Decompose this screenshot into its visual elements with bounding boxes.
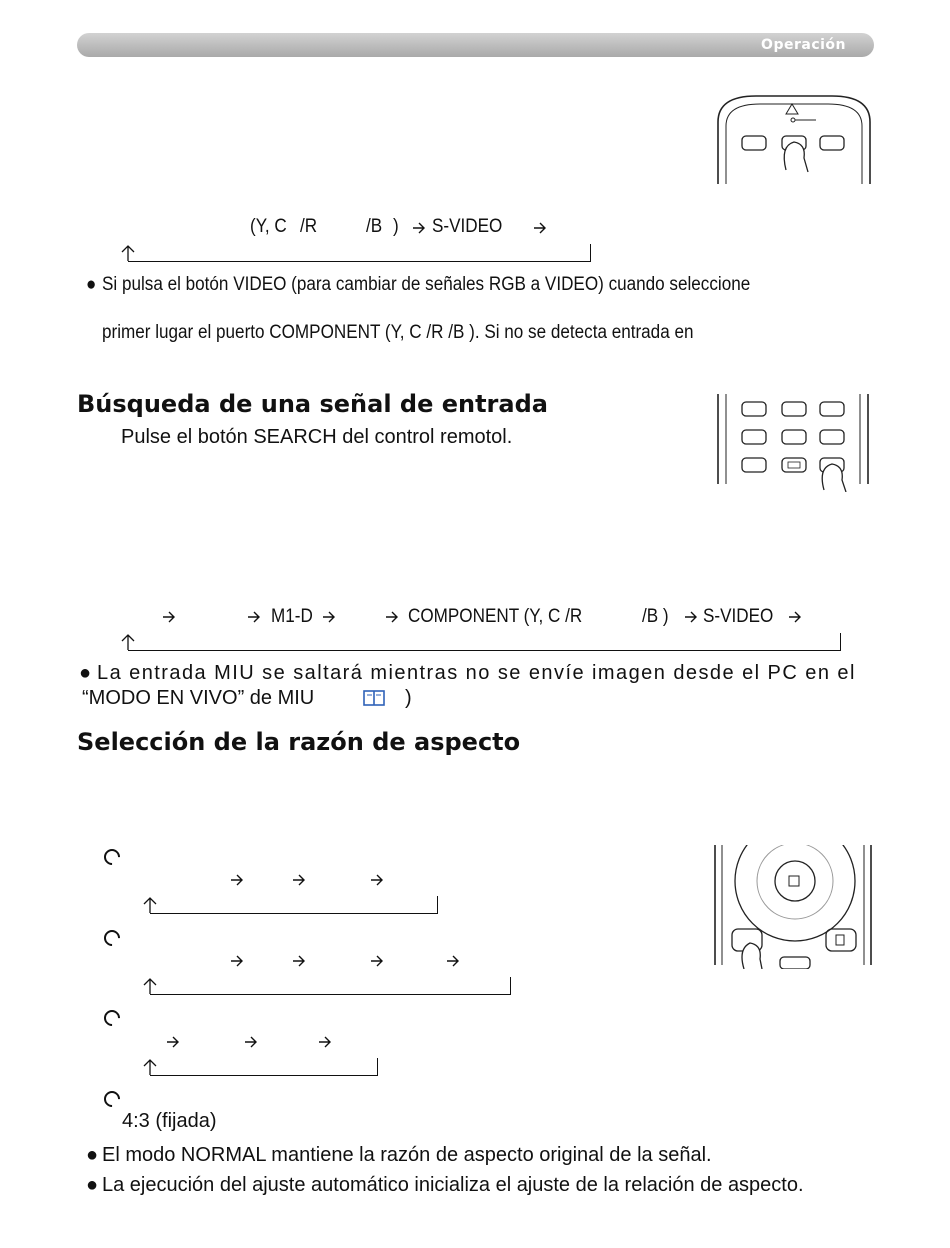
search-flow-svideo: S-VIDEO (703, 606, 774, 627)
search-instruction: Pulse el botón SEARCH del control remotol. (121, 426, 513, 448)
aspect-section-title: Selección de la razón de aspecto (77, 728, 521, 756)
arrow-right-icon (230, 873, 244, 887)
circle-bullet-icon (101, 927, 124, 950)
arrow-right-icon (370, 954, 384, 968)
book-reference-icon[interactable] (363, 690, 385, 706)
video-flow-part2: /R (300, 216, 318, 237)
arrow-right-icon (370, 873, 384, 887)
arrow-right-icon (166, 1035, 180, 1049)
loop-back-arrow-icon (150, 1058, 378, 1076)
arrow-right-icon (292, 954, 306, 968)
bullet: ● (79, 662, 92, 684)
arrow-right-icon (446, 954, 460, 968)
video-note-line1: Si pulsa el botón VIDEO (para cambiar de señales RGB a VIDEO) cuando seleccione (102, 274, 751, 295)
search-flow-component: COMPONENT (Y, C /R (408, 606, 583, 627)
circle-bullet-icon (101, 1088, 124, 1111)
arrow-right-icon (684, 610, 698, 624)
remote-search-button-illustration (714, 394, 872, 492)
arrow-right-icon (244, 1035, 258, 1049)
search-note-line1: La entrada MIU se saltará mientras no se envíe imagen desde el PC en el (97, 662, 856, 684)
loop-back-arrow-icon (120, 633, 136, 651)
remote-video-button-illustration (716, 92, 872, 184)
video-note-line2: primer lugar el puerto COMPONENT (Y, C /R /B ). Si no se detecta entrada en (102, 322, 694, 343)
loop-back-arrow-icon (150, 896, 438, 914)
arrow-right-icon (385, 610, 399, 624)
search-flow-m1d: M1-D (271, 606, 313, 627)
arrow-right-icon (292, 873, 306, 887)
search-section-title: Búsqueda de una señal de entrada (77, 390, 548, 418)
video-flow-part4: ) (393, 216, 399, 237)
video-flow-part3: /B (366, 216, 383, 237)
search-note-line2: “MODO EN VIVO” de MIU (82, 687, 315, 709)
arrow-right-icon (788, 610, 802, 624)
circle-bullet-icon (101, 1007, 124, 1030)
search-flow-b: /B ) (642, 606, 669, 627)
aspect-note-1: El modo NORMAL mantiene la razón de aspecto original de la señal. (102, 1144, 712, 1166)
aspect-note-2: La ejecución del ajuste automático inicializa el ajuste de la relación de aspecto. (102, 1174, 804, 1196)
loop-back-arrow-icon (128, 633, 841, 651)
loop-back-arrow-icon (142, 896, 158, 914)
loop-back-arrow-icon (142, 977, 158, 995)
arrow-right-icon (318, 1035, 332, 1049)
search-note-close: ) (405, 687, 412, 709)
fixed-aspect-mode: 4:3 (fijada) (122, 1110, 217, 1132)
loop-back-arrow-icon (120, 244, 136, 262)
remote-aspect-button-illustration (712, 845, 874, 969)
arrow-right-icon (247, 610, 261, 624)
arrow-right-icon (230, 954, 244, 968)
loop-back-arrow-icon (142, 1058, 158, 1076)
arrow-right-icon (322, 610, 336, 624)
section-label: Operación (761, 37, 846, 53)
arrow-right-icon (533, 221, 547, 235)
arrow-right-icon (162, 610, 176, 624)
bullet: ● (86, 1174, 99, 1196)
arrow-right-icon (412, 221, 426, 235)
bullet: ● (86, 274, 97, 295)
circle-bullet-icon (101, 846, 124, 869)
header-bar (77, 33, 874, 57)
video-flow-part1: (Y, C (250, 216, 287, 237)
bullet: ● (86, 1144, 99, 1166)
video-flow-svideo: S-VIDEO (432, 216, 503, 237)
loop-back-arrow-icon (128, 244, 591, 262)
loop-back-arrow-icon (150, 977, 511, 995)
